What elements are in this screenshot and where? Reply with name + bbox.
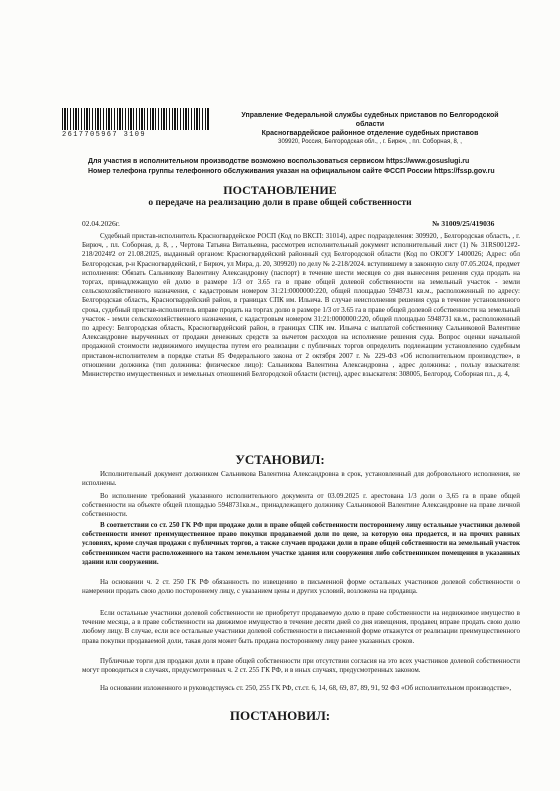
document-title: ПОСТАНОВЛЕНИЕ: [223, 183, 337, 197]
paragraph-2: Во исполнение требований указанного исполнительного документа от 03.09.2025 г. арестована 1/3 доли о 3,65 га в праве общей собственности на объекте общей площадью 5948731кв.м., принадлежащего должнику Сальниковой Валентине Александровне на праве личной собственности.: [82, 492, 520, 519]
header-department: Красногвардейское районное отделение судебных приставов: [261, 130, 479, 137]
paragraph-7: На основании изложенного и руководствуясь ст. 250, 255 ГК РФ, ст.ст. 6, 14, 68, 69, 87, 89, 91, 92 ФЗ «Об исполнительном производстве»,: [100, 684, 512, 692]
paragraph-6: Публичные торги для продажи доли в праве общей собственности при отсутствии согласия на это всех участников долевой собственности могут проводиться в случаях, предусмотренных ч. 2 ст. 255 ГК РФ, и в иных случаях, предусмотренных законом.: [82, 657, 520, 675]
document-subtitle: о передаче на реализацию доли в праве общей собственности: [148, 198, 412, 208]
paragraph-1: Исполнительный документ должником Сальникова Валентина Александровна в срок, установленный для добровольного исполнения, не исполнены.: [82, 470, 520, 488]
document-number: № 31009/25/419036: [432, 219, 495, 228]
header-agency: Управление Федеральной службы судебных приставов по Белгородской: [241, 112, 499, 119]
paragraph-4: На основании ч. 2 ст. 250 ГК РФ обязанность по извещению в письменной форме остальных участников долевой собственности о намерении продать свою долю постороннему лицу, с указанием цены и других условий, возложена на продавца.: [82, 578, 520, 596]
gosuslugi-notice: Для участия в исполнительном производстве возможно воспользоваться сервисом https://www.gosuslugi.ru: [88, 158, 470, 165]
established-heading: УСТАНОВИЛ:: [235, 452, 325, 467]
intro-paragraph: Судебный пристав-исполнитель Красногвардейское РОСП (Код по ВКСП: 31014), адрес подразделения: 309920, , Белгородская область, , г. Бирюч, , пл. Соборная, д. 8, , , Чертова Татьяна Витальевна, рассмотрев исполнительный документ исполнительный лист (1) № 31RS0012#2-218/2024#2 от 21.08.2025, выданный органом: Красногвардейский районный суд Белгородской области (Код по ОКОГУ 1400026; Адрес: обл Белгородская, р-н Красногвардейский, г Бирюч, ул Мира, д. 20, 309920) по делу № 2-218/2024. вступившему в законную силу 07.05.2024, предмет исполнения: Обязать Сальникову Валентину Александровну (паспорт) в течение шести месяцев со дня вынесения решения суда продать на торгах, принадлежащую ей долю в размере 1/3 от 3.65 га в праве общей долевой собственности на земельный участок - земли сельскохозяйственного назначения, с кадастровым номером 31:21:0000000:220, общей площадью 5948731 кв.м., расположенный по адресу: Белгородская область, Красногвардейский район, в границах СПК им. Ильича. В случае неисполнения решения суда в течение установленного срока, судебный пристав-исполнитель вправе продать на торгах долю в размере 1/3 от 3.65 га в праве общей долевой собственности на земельный участок - земли сельскохозяйственного назначения, с кадастровым номером 31:21:0000000:220, общей площадью 5948731 кв.м., расположенный по адресу: Белгородская область, Красногвардейский район, в границах СПК им. Ильича с выплатой собственнику Сальниковой Валентине Александровне вырученных от продажи денежных средств за вычетом расходов на исполнение решения суда. Вопрос оценки начальной продажной стоимости недвижимого имущества путем его реализации с публичных торгов определить подлежащим установлению судебным приставом-исполнителем в порядке статьи 85 Федерального закона от 2 октября 2007 г. № 229-ФЗ «Об исполнительном производстве», в отношении должника (тип должника: физическое лицо): Сальникова Валентина Александровна , адрес должника: , пользу взыскателя: Министерство имущественных и земельных отношений Белгородской области (истец), адрес взыскателя: 308005, Белгород, Соборная пл., д. 4,: [82, 232, 520, 379]
barcode-number: 2617705967 3109: [62, 131, 147, 139]
document-date: 02.04.2026г.: [82, 219, 120, 228]
resolved-heading: ПОСТАНОВИЛ:: [229, 708, 331, 723]
header-address: 309920, Россия, Белгородская обл., , г. Бирюч, , пл. Соборная, 8, ,: [278, 139, 462, 145]
paragraph-3: В соответствии со ст. 250 ГК РФ при продаже доли в праве общей собственности постороннему лицу остальные участники долевой собственности имеют преимущественное право покупки продаваемой доли по цене, за которую она продается, и на прочих равных условиях, кроме случая продажи с публичных торгов, а также случаев продажи доли в праве общей собственности на земельный участок собственником части расположенного на таком земельном участке здания или сооружения либо собственником помещения в указанных здании или сооружении.: [82, 521, 520, 566]
phone-notice: Номер телефона группы телефонного обслуживания указан на официальном сайте ФССП России https://fssp.gov.ru: [88, 168, 495, 175]
header-region: области: [355, 121, 385, 128]
barcode: [62, 108, 210, 130]
paragraph-5: Если остальные участники долевой собственности не приобретут продаваемую долю в праве собственности на недвижимое имущество в течение месяца, а в праве собственности на движимое имущество в течение десяти дней со дня извещения, продавец вправе продать свою долю любому лицу. В случае, если все остальные участники долевой собственности в письменной форме откажутся от реализации преимущественного права покупки продаваемой доли, такая доля может быть продана постороннему лицу ранее указанных сроков.: [82, 609, 520, 645]
